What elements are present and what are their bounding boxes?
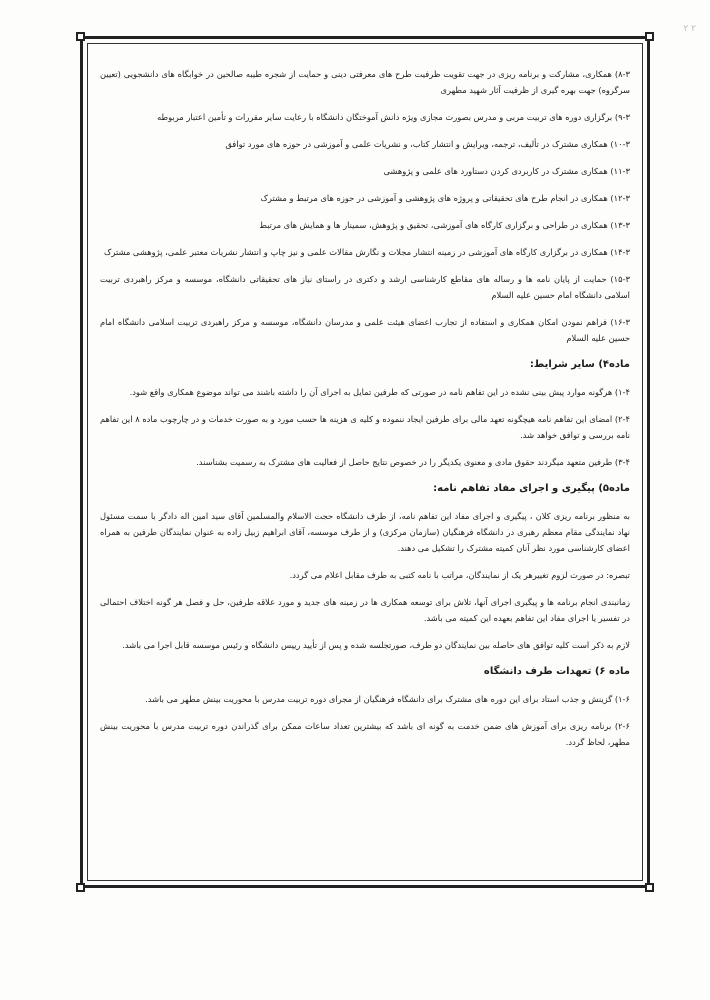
clause-3-8: ۸-۳) همکاری، مشارکت و برنامه ریزی در جهت تقویت ظرفیت طرح های معرفتی دینی و حمایت از شجره طیبه صالحین در خوابگاه های دانشجویی (تعیین سرگروه) جهت بهره گیری از ظرفیت آثار شهید مطهری	[100, 69, 630, 95]
clause-4-3: ۳-۴) طرفین متعهد میگردند حقوق مادی و معنوی یکدیگر را در خصوص نتایج حاصل از فعالیت های مشترک به رسمیت بشناسند.	[196, 457, 630, 467]
section-5-paragraph-3: لازم به ذکر است کلیه توافق های حاصله بین نمایندگان دو طرف، صورتجلسه شده و پس از تأیید رییس دانشگاه و رئیس موسسه قابل اجرا می باشد.	[122, 640, 630, 650]
section-5-heading: ماده۵) پیگیری و اجرای مفاد تفاهم نامه:	[433, 483, 630, 494]
corner-ornament-top-left	[76, 32, 85, 41]
corner-ornament-top-right	[645, 32, 654, 41]
section-5-paragraph-2: زمانبندی انجام برنامه ها و پیگیری اجرای آنها، تلاش برای توسعه همکاری ها در زمینه های جدید و مورد علاقه طرفین، حل و فصل هر گونه اختلاف احتمالی در تفسیر یا اجرای مفاد این تفاهم بعهده این کمیته می باشد.	[100, 597, 630, 623]
clause-3-16: ۱۶-۳) فراهم نمودن امکان همکاری و استفاده از تجارب اعضای هیئت علمی و مدرسان دانشگاه، موسسه و مرکز راهبردی تربیت اسلامی دانشگاه امام حسین علیه السلام	[100, 317, 630, 343]
corner-ornament-bottom-right	[645, 883, 654, 892]
document-body	[100, 66, 630, 761]
clause-3-13: ۱۳-۳) همکاری در طراحی و برگزاری کارگاه های آموزشی، تحقیق و پژوهش، سمینار ها و همایش های مرتبط	[259, 220, 630, 230]
clause-4-1: ۱-۴) هرگونه موارد پیش بینی نشده در این تفاهم نامه در صورتی که طرفین تمایل به اجرای آن را داشته باشند می تواند موضوع همکاری واقع شود.	[129, 387, 630, 397]
section-6-heading: ماده ۶) تعهدات طرف دانشگاه	[483, 666, 630, 677]
clause-3-15: ۱۵-۳) حمایت از پایان نامه ها و رساله های مقاطع کارشناسی ارشد و دکتری در راستای نیاز های تحقیقاتی دانشگاه، موسسه و مرکز راهبردی تربیت اسلامی دانشگاه امام حسین علیه السلام	[100, 274, 630, 300]
clause-3-9: ۹-۳) برگزاری دوره های تربیت مربی و مدرس بصورت مجازی ویژه دانش آموختگان دانشگاه با رعایت سایر مقررات و تأمین اعتبار مربوطه	[157, 112, 630, 122]
section-4-heading: ماده۴) سایر شرایط:	[529, 359, 630, 370]
clause-3-10: ۱۰-۳) همکاری مشترک در تألیف، ترجمه، ویرایش و انتشار کتاب، و نشریات علمی و آموزشی در حوزه های مورد توافق	[225, 139, 630, 149]
clause-3-14: ۱۴-۳) همکاری در برگزاری کارگاه های آموزشی در زمینه انتشار مجلات و نگارش مقالات علمی و نیز چاپ و انتشار نشریات معتبر علمی، پژوهشی مشترک	[103, 247, 630, 257]
corner-ornament-bottom-left	[76, 883, 85, 892]
clause-6-1: ۱-۶) گزینش و جذب استاد برای این دوره های مشترک برای دانشگاه فرهنگیان از مجرای دوره تربیت مدرس با محوریت بینش مطهر می باشد.	[145, 694, 630, 704]
clause-4-2: ۲-۴) امضای این تفاهم نامه هیچگونه تعهد مالی برای طرفین ایجاد ننموده و کلیه ی هزینه ها حسب مورد و به صورت خدمات و در چارچوب ماده ۸ این تفاهم نامه بررسی و توافق خواهد شد.	[100, 414, 630, 440]
clause-6-2: ۲-۶) برنامه ریزی برای آموزش های ضمن خدمت به گونه ای باشد که بیشترین تعداد ساعات ممکن برای گذراندن دوره تربیت مدرس با محوریت بینش مطهر، لحاظ گردد.	[100, 721, 630, 747]
section-3-items	[100, 66, 630, 346]
clause-3-11: ۱۱-۳) همکاری مشترک در کاربردی کردن دستاورد های علمی و پژوهشی	[383, 166, 630, 176]
clause-3-12: ۱۲-۳) همکاری در انجام طرح های تحقیقاتی و پروژه های پژوهشی و آموزشی در حوزه های مرتبط و مشترک	[260, 193, 630, 203]
section-5-note: تبصره: در صورت لزوم تغییرهر یک از نمایندگان، مراتب با نامه کتبی به طرف مقابل اعلام می گردد.	[289, 570, 630, 580]
section-5-paragraph-1: به منظور برنامه ریزی کلان ، پیگیری و اجرای مفاد این تفاهم نامه، از طرف دانشگاه حجت الاسلام والمسلمین آقای سید امین اله دادگر با سمت مسئول نهاد نمایندگی مقام معظم رهبری در دانشگاه فرهنگیان (سازمان مرکزی) و از طرف موسسه، آقای ابراهیم زبیل زاده به عنوان نمایندگان طرفین به همراه اعضای کارشناسی مورد نظر آنان کمیته مشترک را تشکیل می دهند.	[100, 511, 630, 553]
margin-handwritten-note: ۲ ۲	[683, 24, 696, 34]
